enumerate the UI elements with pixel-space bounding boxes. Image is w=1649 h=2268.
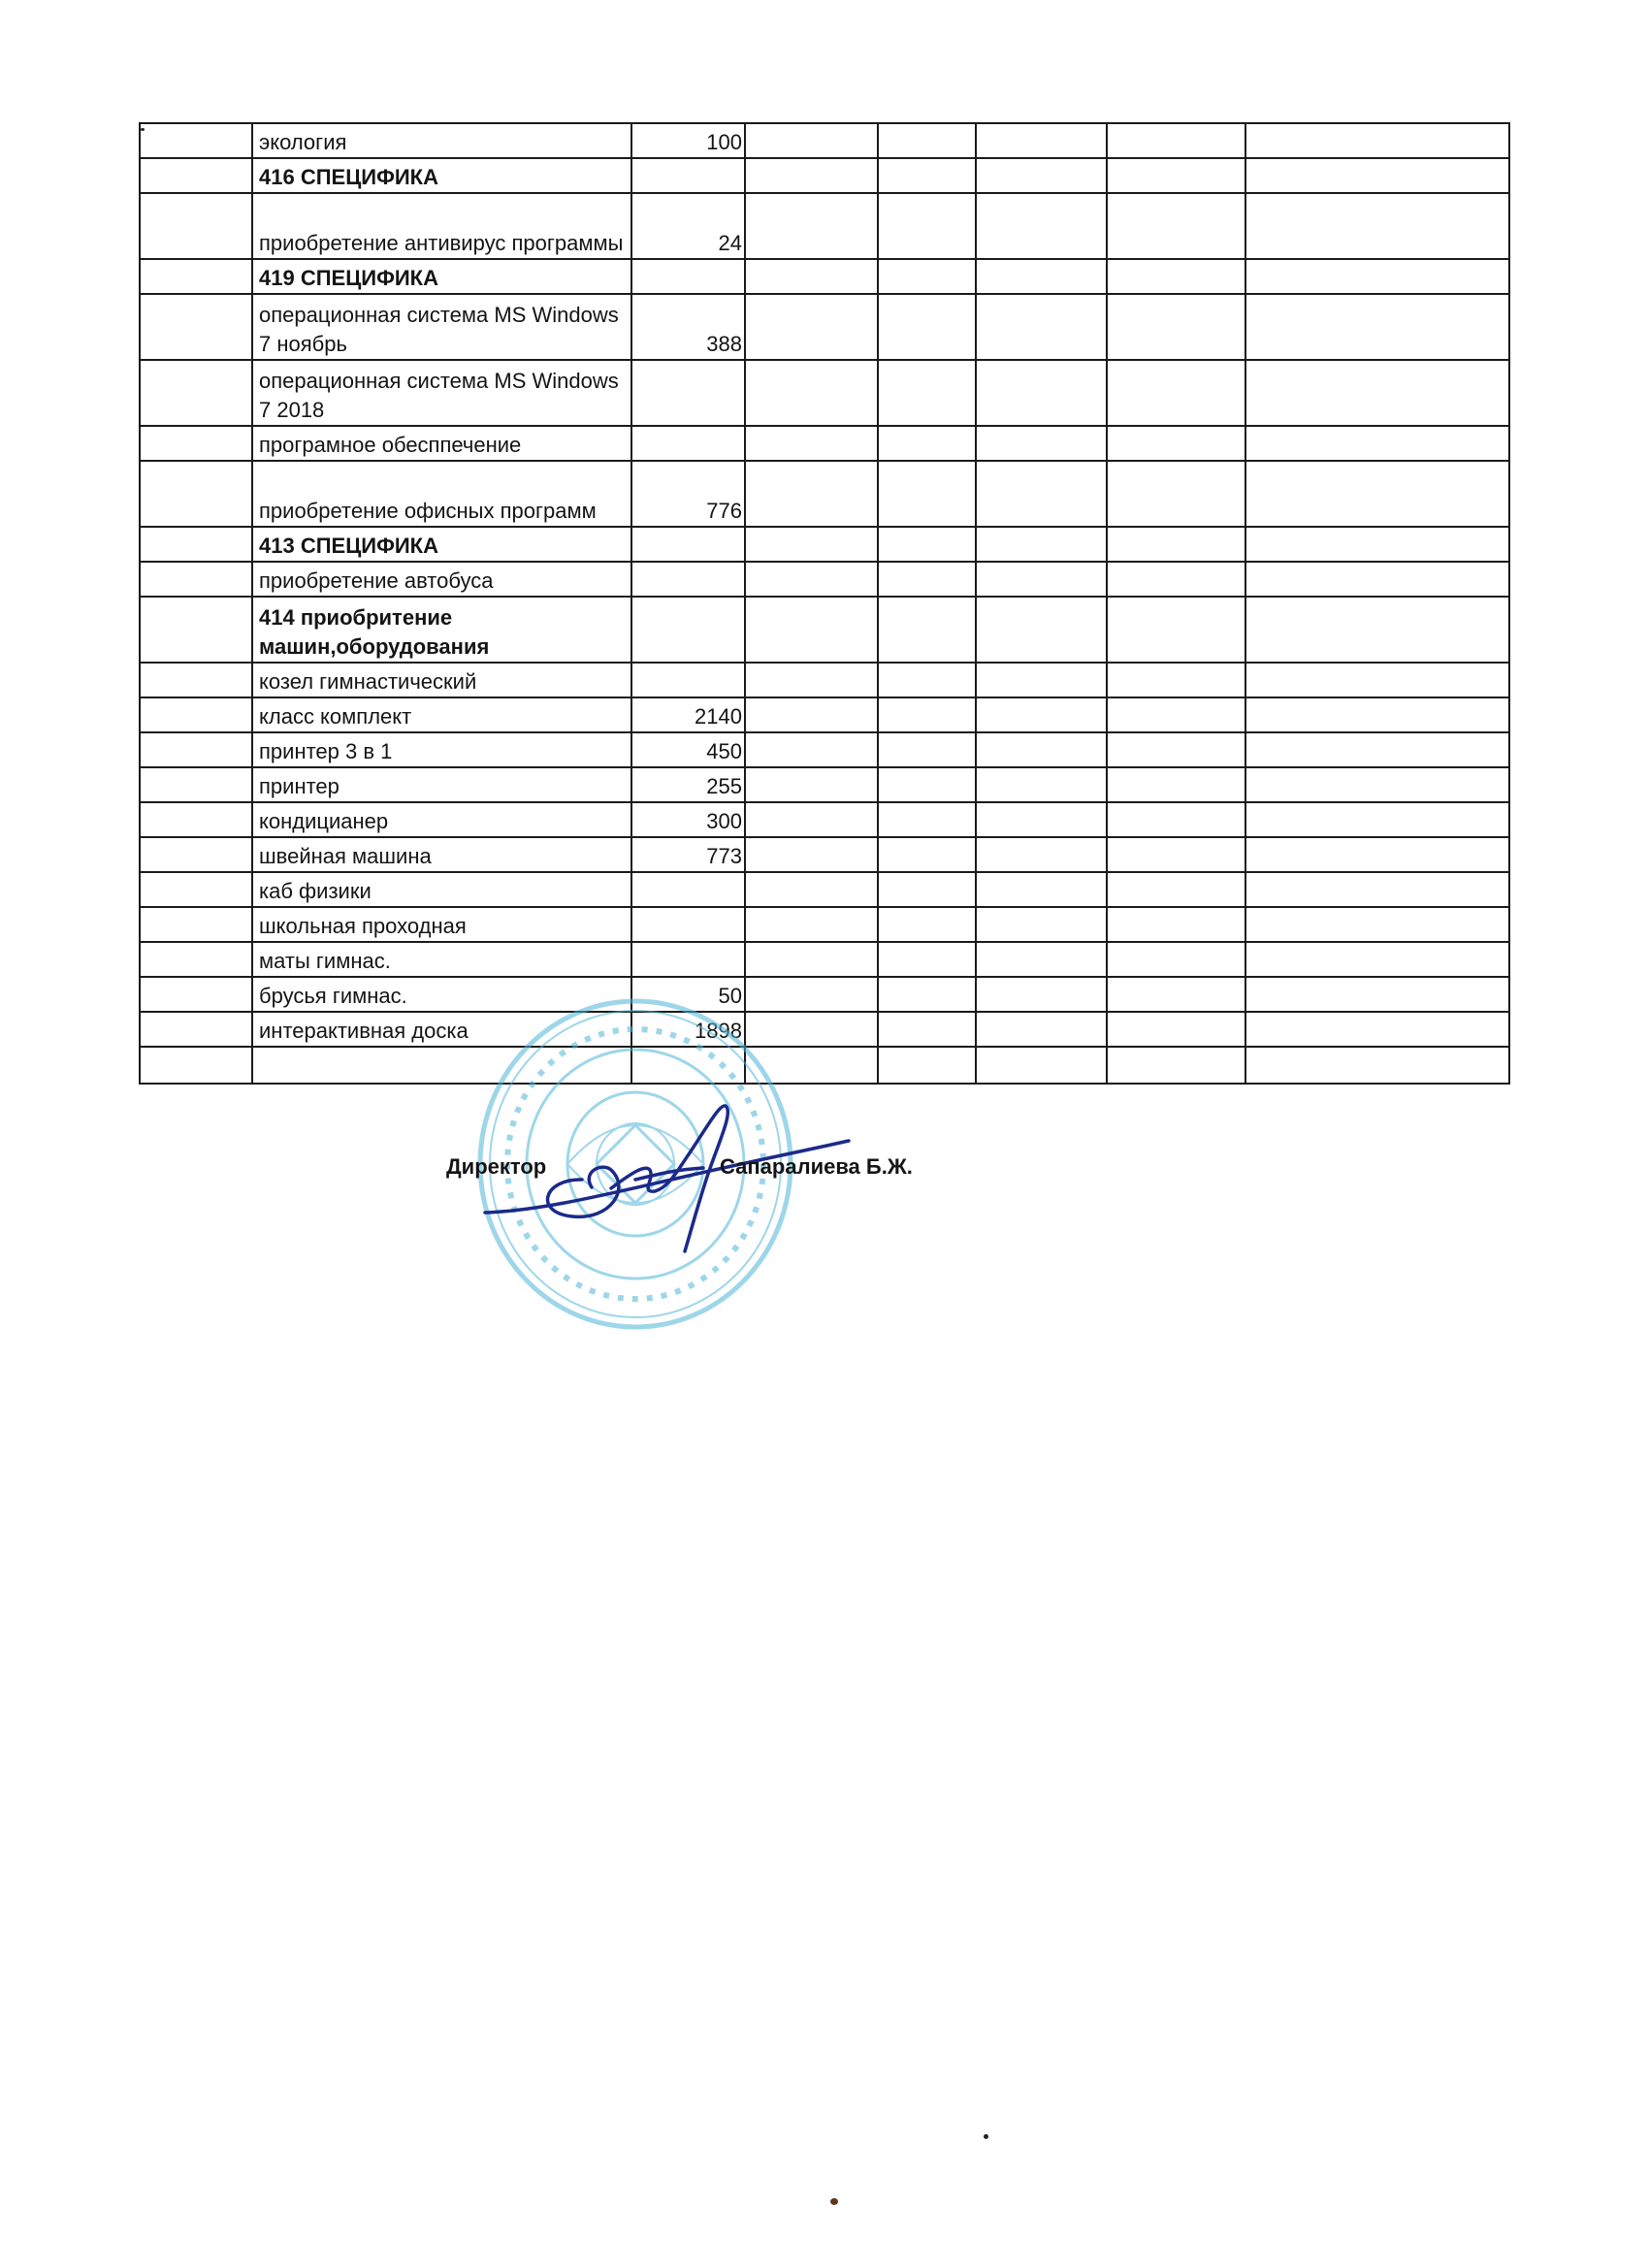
item-label-cell: 414 приобритение машин,оборудования <box>252 597 631 663</box>
table-row <box>140 977 1509 1012</box>
empty-cell <box>1107 562 1245 597</box>
empty-cell <box>1107 767 1245 802</box>
empty-cell <box>140 123 252 158</box>
empty-cell <box>745 360 878 426</box>
empty-cell <box>1107 697 1245 732</box>
item-label-cell: принтер <box>252 767 631 802</box>
scan-speck <box>141 128 145 131</box>
empty-cell <box>140 837 252 872</box>
empty-cell <box>140 158 252 193</box>
amount-cell: 255 <box>631 767 745 802</box>
empty-cell <box>745 259 878 294</box>
table-row <box>140 259 1509 294</box>
empty-cell <box>878 907 976 942</box>
empty-cell <box>745 193 878 259</box>
empty-cell <box>1107 907 1245 942</box>
empty-cell <box>1107 663 1245 697</box>
amount-cell: 773 <box>631 837 745 872</box>
empty-cell <box>1245 802 1509 837</box>
empty-cell <box>1245 1047 1509 1084</box>
table-row <box>140 158 1509 193</box>
empty-cell <box>1245 527 1509 562</box>
empty-cell <box>1107 527 1245 562</box>
item-label-cell: 416 СПЕЦИФИКА <box>252 158 631 193</box>
item-label-cell: экология <box>252 123 631 158</box>
empty-cell <box>976 562 1107 597</box>
amount-cell: 300 <box>631 802 745 837</box>
empty-cell <box>878 802 976 837</box>
table-row <box>140 527 1509 562</box>
empty-cell <box>1245 767 1509 802</box>
empty-cell <box>976 732 1107 767</box>
empty-cell <box>976 527 1107 562</box>
empty-cell <box>878 158 976 193</box>
item-label-cell: интерактивная доска <box>252 1012 631 1047</box>
item-label-cell: швейная машина <box>252 837 631 872</box>
item-label-cell: козел гимнастический <box>252 663 631 697</box>
empty-cell <box>745 732 878 767</box>
empty-cell <box>878 767 976 802</box>
empty-cell <box>140 872 252 907</box>
empty-cell <box>878 837 976 872</box>
empty-cell <box>745 562 878 597</box>
empty-cell <box>1245 360 1509 426</box>
empty-cell <box>745 697 878 732</box>
table-row <box>140 1047 1509 1084</box>
table-row <box>140 461 1509 527</box>
scan-speck <box>830 2198 838 2205</box>
amount-cell <box>631 872 745 907</box>
table-row <box>140 294 1509 360</box>
item-label-cell: приобретение автобуса <box>252 562 631 597</box>
empty-cell <box>140 1047 252 1084</box>
amount-cell <box>631 942 745 977</box>
empty-cell <box>140 767 252 802</box>
empty-cell <box>140 907 252 942</box>
table-row <box>140 360 1509 426</box>
empty-cell <box>1107 802 1245 837</box>
empty-cell <box>976 942 1107 977</box>
empty-cell <box>878 193 976 259</box>
budget-sheet <box>139 122 1508 1085</box>
empty-cell <box>1245 597 1509 663</box>
item-label-cell: приобретение антивирус программы <box>252 193 631 259</box>
empty-cell <box>140 732 252 767</box>
empty-cell <box>878 732 976 767</box>
table-row <box>140 426 1509 461</box>
empty-cell <box>1245 562 1509 597</box>
empty-cell <box>1245 426 1509 461</box>
empty-cell <box>140 697 252 732</box>
amount-cell <box>631 907 745 942</box>
table-row <box>140 663 1509 697</box>
empty-cell <box>976 294 1107 360</box>
table-row <box>140 562 1509 597</box>
empty-cell <box>745 294 878 360</box>
empty-cell <box>976 907 1107 942</box>
empty-cell <box>1107 158 1245 193</box>
empty-cell <box>1107 259 1245 294</box>
item-label-cell: маты гимнас. <box>252 942 631 977</box>
table-row <box>140 907 1509 942</box>
item-label-cell: кондицианер <box>252 802 631 837</box>
table-row <box>140 697 1509 732</box>
empty-cell <box>878 527 976 562</box>
empty-cell <box>1107 942 1245 977</box>
empty-cell <box>1245 732 1509 767</box>
empty-cell <box>140 1012 252 1047</box>
amount-cell: 776 <box>631 461 745 527</box>
empty-cell <box>976 461 1107 527</box>
empty-cell <box>745 767 878 802</box>
item-label-cell: програмное обесппечение <box>252 426 631 461</box>
empty-cell <box>140 942 252 977</box>
signer-role: Директор <box>446 1154 547 1179</box>
table-row <box>140 942 1509 977</box>
scan-speck <box>984 2134 988 2139</box>
amount-cell: 388 <box>631 294 745 360</box>
empty-cell <box>878 562 976 597</box>
empty-cell <box>976 259 1107 294</box>
empty-cell <box>1245 123 1509 158</box>
amount-cell <box>631 158 745 193</box>
empty-cell <box>976 1012 1107 1047</box>
empty-cell <box>745 123 878 158</box>
empty-cell <box>140 597 252 663</box>
amount-cell <box>631 360 745 426</box>
empty-cell <box>878 1012 976 1047</box>
empty-cell <box>140 802 252 837</box>
empty-cell <box>140 360 252 426</box>
empty-cell <box>140 193 252 259</box>
budget-table <box>139 122 1510 1085</box>
empty-cell <box>976 837 1107 872</box>
empty-cell <box>1245 942 1509 977</box>
empty-cell <box>1107 872 1245 907</box>
empty-cell <box>878 426 976 461</box>
empty-cell <box>1107 426 1245 461</box>
empty-cell <box>976 123 1107 158</box>
empty-cell <box>976 1047 1107 1084</box>
empty-cell <box>1245 977 1509 1012</box>
empty-cell <box>745 872 878 907</box>
table-row <box>140 193 1509 259</box>
empty-cell <box>140 527 252 562</box>
empty-cell <box>878 123 976 158</box>
empty-cell <box>976 767 1107 802</box>
empty-cell <box>1245 872 1509 907</box>
empty-cell <box>140 461 252 527</box>
empty-cell <box>1107 461 1245 527</box>
table-row <box>140 123 1509 158</box>
empty-cell <box>745 597 878 663</box>
empty-cell <box>1107 123 1245 158</box>
amount-cell <box>631 527 745 562</box>
empty-cell <box>140 259 252 294</box>
item-label-cell: брусья гимнас. <box>252 977 631 1012</box>
amount-cell: 1898 <box>631 1012 745 1047</box>
empty-cell <box>878 872 976 907</box>
empty-cell <box>976 977 1107 1012</box>
empty-cell <box>1245 259 1509 294</box>
amount-cell: 450 <box>631 732 745 767</box>
empty-cell <box>745 527 878 562</box>
empty-cell <box>1245 158 1509 193</box>
empty-cell <box>976 158 1107 193</box>
empty-cell <box>976 872 1107 907</box>
empty-cell <box>976 697 1107 732</box>
item-label-cell: операционная система MS Windows 7 2018 <box>252 360 631 426</box>
empty-cell <box>1245 663 1509 697</box>
amount-cell <box>631 562 745 597</box>
empty-cell <box>140 977 252 1012</box>
table-row <box>140 732 1509 767</box>
signer-name: Сапаралиева Б.Ж. <box>720 1154 913 1179</box>
empty-cell <box>745 158 878 193</box>
empty-cell <box>140 663 252 697</box>
empty-cell <box>1107 1047 1245 1084</box>
empty-cell <box>1245 1012 1509 1047</box>
empty-cell <box>1245 837 1509 872</box>
item-label-cell: класс комплект <box>252 697 631 732</box>
empty-cell <box>1245 294 1509 360</box>
empty-cell <box>745 907 878 942</box>
empty-cell <box>976 663 1107 697</box>
table-row <box>140 767 1509 802</box>
empty-cell <box>976 802 1107 837</box>
empty-cell <box>140 294 252 360</box>
empty-cell <box>878 1047 976 1084</box>
empty-cell <box>976 193 1107 259</box>
item-label-cell: 413 СПЕЦИФИКА <box>252 527 631 562</box>
empty-cell <box>1107 732 1245 767</box>
empty-cell <box>976 426 1107 461</box>
table-row <box>140 1012 1509 1047</box>
table-row <box>140 597 1509 663</box>
amount-cell: 24 <box>631 193 745 259</box>
empty-cell <box>878 360 976 426</box>
empty-cell <box>1107 294 1245 360</box>
empty-cell <box>1107 977 1245 1012</box>
empty-cell <box>1245 461 1509 527</box>
empty-cell <box>745 837 878 872</box>
empty-cell <box>140 562 252 597</box>
empty-cell <box>1107 193 1245 259</box>
empty-cell <box>745 663 878 697</box>
empty-cell <box>1245 697 1509 732</box>
empty-cell <box>1107 360 1245 426</box>
empty-cell <box>1245 193 1509 259</box>
amount-cell <box>631 663 745 697</box>
empty-cell <box>878 597 976 663</box>
empty-cell <box>878 259 976 294</box>
empty-cell <box>745 426 878 461</box>
item-label-cell: операционная система MS Windows 7 ноябрь <box>252 294 631 360</box>
empty-cell <box>878 663 976 697</box>
empty-cell <box>745 802 878 837</box>
item-label-cell: 419 СПЕЦИФИКА <box>252 259 631 294</box>
empty-cell <box>878 294 976 360</box>
empty-cell <box>976 597 1107 663</box>
amount-cell <box>631 426 745 461</box>
empty-cell <box>1245 907 1509 942</box>
item-label-cell: приобретение офисных программ <box>252 461 631 527</box>
empty-cell <box>1107 1012 1245 1047</box>
empty-cell <box>878 977 976 1012</box>
empty-cell <box>878 697 976 732</box>
amount-cell <box>631 597 745 663</box>
empty-cell <box>878 461 976 527</box>
item-label-cell: каб физики <box>252 872 631 907</box>
empty-cell <box>1107 597 1245 663</box>
amount-cell: 100 <box>631 123 745 158</box>
empty-cell <box>140 426 252 461</box>
empty-cell <box>745 942 878 977</box>
empty-cell <box>1107 837 1245 872</box>
empty-cell <box>745 461 878 527</box>
table-row <box>140 837 1509 872</box>
item-label-cell: школьная проходная <box>252 907 631 942</box>
table-row <box>140 872 1509 907</box>
amount-cell <box>631 259 745 294</box>
amount-cell: 50 <box>631 977 745 1012</box>
amount-cell: 2140 <box>631 697 745 732</box>
empty-cell <box>878 942 976 977</box>
table-row <box>140 802 1509 837</box>
empty-cell <box>976 360 1107 426</box>
item-label-cell: принтер 3 в 1 <box>252 732 631 767</box>
